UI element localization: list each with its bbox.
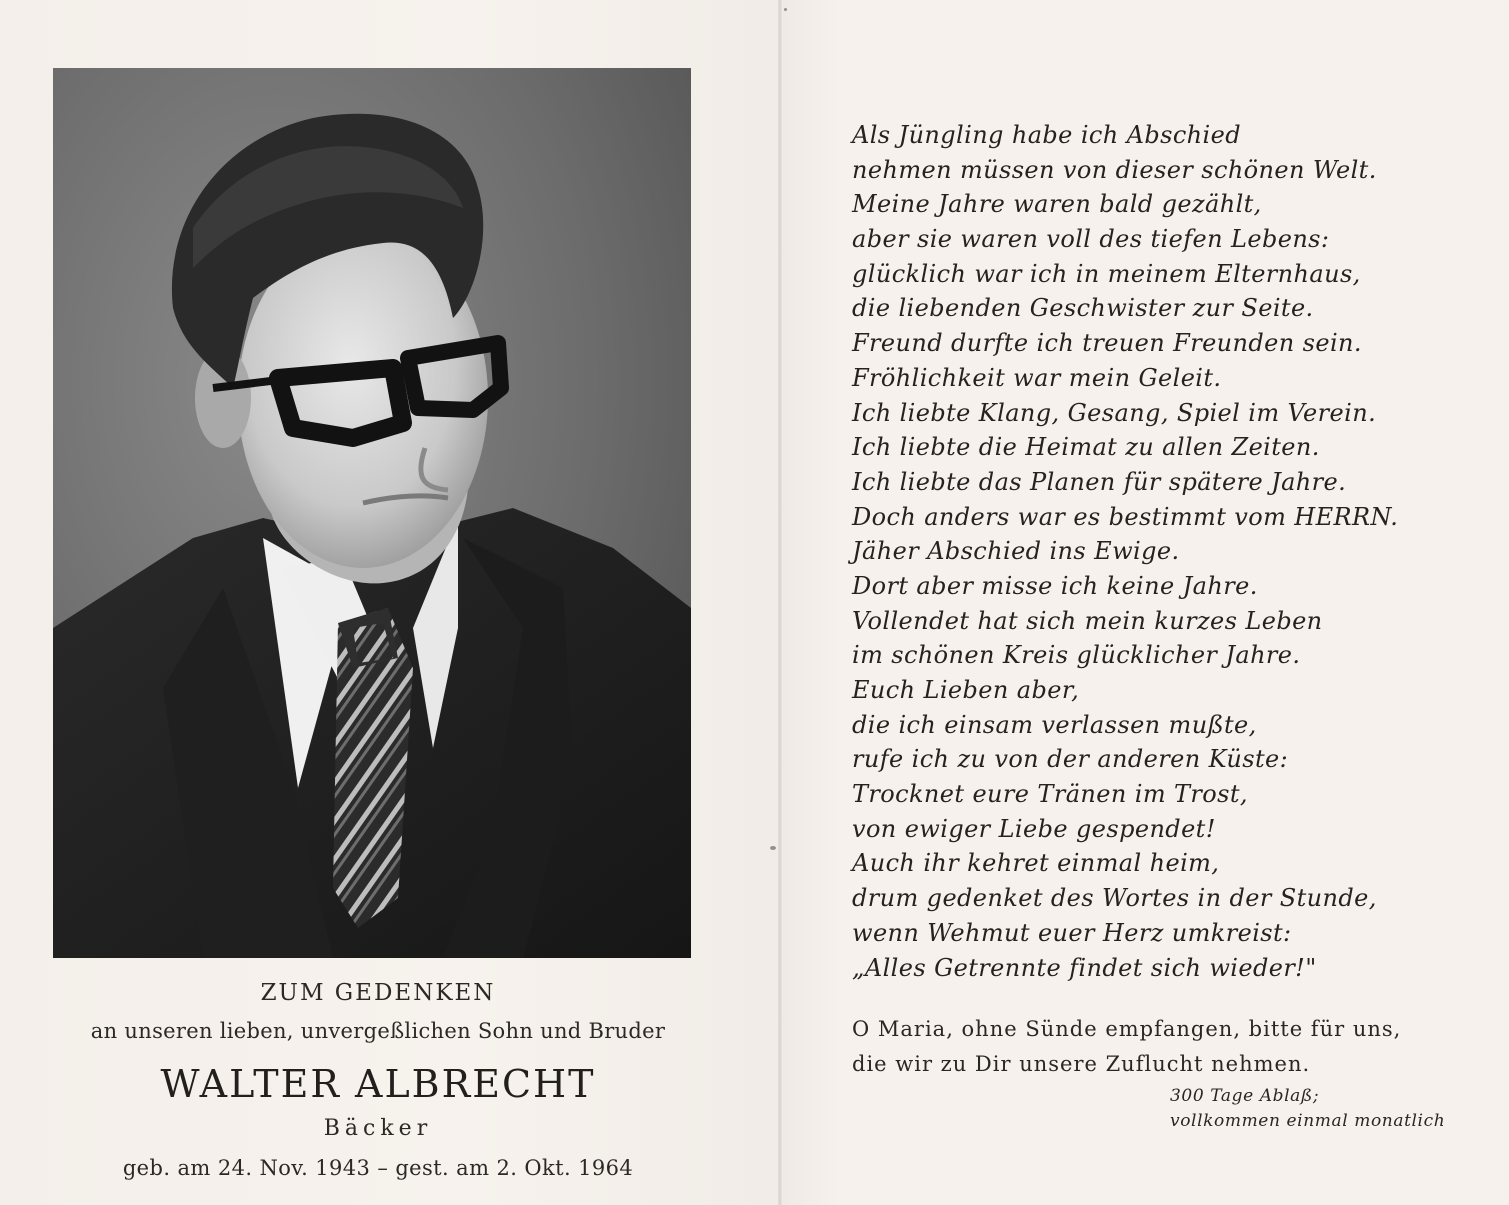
poem-line: aber sie waren voll des tiefen Lebens: bbox=[852, 225, 1330, 254]
poem-line: Euch Lieben aber, bbox=[852, 676, 1080, 704]
poem-line: „Alles Getrennte findet sich wieder!" bbox=[852, 953, 1317, 982]
portrait-photo bbox=[53, 68, 691, 958]
poem-line: drum gedenket des Wortes in der Stunde, bbox=[852, 884, 1377, 913]
poem-line: Ich liebte Klang, Gesang, Spiel im Verein. bbox=[852, 398, 1377, 427]
prayer-line: die wir zu Dir unsere Zuflucht nehmen. bbox=[852, 1052, 1311, 1076]
poem-line: Vollendet hat sich mein kurzes Leben bbox=[852, 606, 1323, 635]
poem-line: Fröhlichkeit war mein Geleit. bbox=[852, 363, 1222, 392]
poem-line: Meine Jahre waren bald gezählt, bbox=[852, 190, 1262, 219]
poem-line: Ich liebte die Heimat zu allen Zeiten. bbox=[852, 433, 1320, 462]
poem-line: Jäher Abschied ins Ewige. bbox=[852, 537, 1180, 566]
poem-line: Als Jüngling habe ich Abschied bbox=[852, 121, 1241, 149]
paper-speck bbox=[770, 846, 776, 850]
poem-line: Auch ihr kehret einmal heim, bbox=[852, 849, 1220, 878]
indulgence-line: 300 Tage Ablaß; bbox=[1170, 1086, 1320, 1106]
poem-line: im schönen Kreis glücklicher Jahre. bbox=[852, 641, 1301, 670]
poem-line: nehmen müssen von dieser schönen Welt. bbox=[852, 155, 1377, 184]
poem-line: Freund durfte ich treuen Freunden sein. bbox=[852, 329, 1362, 358]
prayer-line: O Maria, ohne Sünde empfangen, bitte für uns, bbox=[852, 1017, 1402, 1041]
poem-line: die liebenden Geschwister zur Seite. bbox=[852, 294, 1314, 323]
paper-speck bbox=[784, 8, 787, 11]
indulgence-line: vollkommen einmal monatlich bbox=[1170, 1111, 1446, 1131]
memorial-poem bbox=[852, 118, 1398, 985]
memorial-heading: ZUM GEDENKEN bbox=[260, 980, 496, 1006]
dedication-line: an unseren lieben, unvergeßlichen Sohn und Bruder bbox=[90, 1019, 666, 1043]
poem-line: von ewiger Liebe gespendet! bbox=[852, 814, 1216, 843]
poem-line: wenn Wehmut euer Herz umkreist: bbox=[852, 918, 1292, 947]
poem-line: die ich einsam verlassen mußte, bbox=[852, 710, 1257, 739]
indulgence-note bbox=[1170, 1084, 1445, 1134]
poem-line: Ich liebte das Planen für spätere Jahre. bbox=[852, 467, 1347, 496]
poem-line: Dort aber misse ich keine Jahre. bbox=[852, 571, 1258, 600]
deceased-name: WALTER ALBRECHT bbox=[160, 1062, 596, 1106]
life-dates: geb. am 24. Nov. 1943 – gest. am 2. Okt. 1964 bbox=[122, 1156, 634, 1180]
poem-line: Doch anders war es bestimmt vom HERRN. bbox=[852, 502, 1399, 531]
poem-line: Trocknet eure Tränen im Trost, bbox=[852, 780, 1248, 809]
poem-line: glücklich war ich in meinem Elternhaus, bbox=[852, 259, 1361, 288]
profession: Bäcker bbox=[323, 1116, 433, 1141]
prayer bbox=[852, 1012, 1401, 1082]
poem-line: rufe ich zu von der anderen Küste: bbox=[852, 745, 1289, 774]
